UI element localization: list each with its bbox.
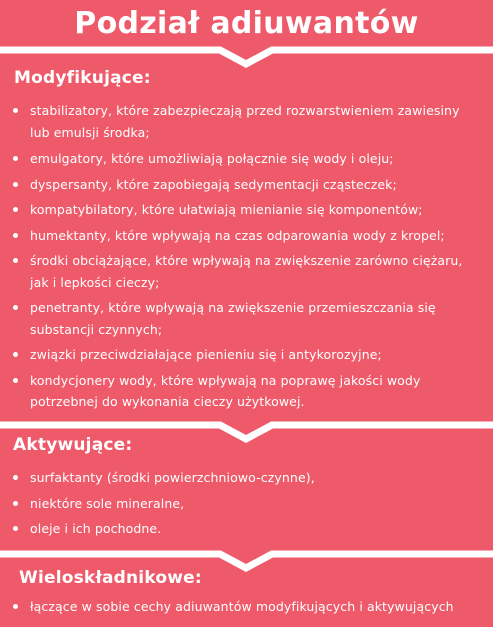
list-item-text: stabilizatory, które zabezpieczają przed rozwarstwieniem zawiesiny lub emulsji środka; xyxy=(30,103,460,140)
bullet-icon xyxy=(13,258,18,263)
bullet-icon xyxy=(13,207,18,212)
section-modifying xyxy=(0,67,493,413)
list-item-text: środki obciążające, które wpływają na zwiększenie zarówno ciężaru, jak i lepkości cieczy; xyxy=(30,253,463,290)
list-item-text: łączące w sobie cechy adiuwantów modyfikujących i aktywujących xyxy=(30,599,454,614)
bullet-icon xyxy=(13,305,18,310)
list-item xyxy=(0,225,493,247)
list-item xyxy=(0,174,493,196)
multicomponent-list xyxy=(0,596,493,618)
bullet-icon xyxy=(13,378,18,383)
list-item xyxy=(0,250,493,293)
bullet-icon xyxy=(13,604,18,609)
list-item xyxy=(0,493,493,515)
list-item-text: związki przeciwdziałające pienieniu się i antykorozyjne; xyxy=(30,347,382,362)
list-item-text: niektóre sole mineralne, xyxy=(30,495,185,511)
bullet-icon xyxy=(13,526,18,531)
list-item xyxy=(0,467,493,489)
bullet-icon xyxy=(13,233,18,238)
list-item xyxy=(0,596,493,618)
list-item xyxy=(0,344,493,366)
list-item xyxy=(0,148,493,170)
chevron-divider-top xyxy=(0,38,493,68)
list-item-text: kondycjonery wody, które wpływają na poprawę jakości wody potrzebnej do wykonania cieczy użytkowej. xyxy=(30,372,421,409)
list-item xyxy=(0,100,493,143)
list-item xyxy=(0,518,493,540)
poster-title: Podział adiuwantów xyxy=(74,6,419,41)
bullet-icon xyxy=(13,501,18,506)
bullet-icon xyxy=(13,352,18,357)
section-multicomponent xyxy=(0,567,493,618)
section-heading-activating: Aktywujące: xyxy=(13,435,133,455)
bullet-icon xyxy=(13,156,18,161)
list-item-text: oleje i ich pochodne. xyxy=(30,521,162,536)
list-item-text: dyspersanty, które zapobiegają sedymentacji cząsteczek; xyxy=(30,176,397,192)
section-heading-modifying: Modyfikujące: xyxy=(14,68,151,88)
section-activating xyxy=(0,434,493,540)
list-item-text: surfaktanty (środki powierzchniowo-czynne), xyxy=(30,470,315,485)
bullet-icon xyxy=(13,475,18,480)
list-item-text: emulgatory, które umożliwiają połącznie się wody i oleju; xyxy=(30,151,394,166)
bullet-icon xyxy=(13,108,18,113)
modifying-list xyxy=(0,100,493,413)
list-item xyxy=(0,370,493,413)
list-item-text: kompatybilatory, które ułatwiają mienianie się komponentów; xyxy=(30,202,423,217)
list-item-text: humektanty, które wpływają na czas odparowania wody z kropel; xyxy=(30,227,445,243)
bullet-icon xyxy=(13,182,18,187)
activating-list xyxy=(0,467,493,540)
section-heading-multicomponent: Wieloskładnikowe: xyxy=(19,568,202,588)
list-item-text: penetranty, które wpływają na zwiększenie przemieszczania się substancji czynnych; xyxy=(30,300,436,337)
list-item xyxy=(0,199,493,221)
list-item xyxy=(0,297,493,340)
